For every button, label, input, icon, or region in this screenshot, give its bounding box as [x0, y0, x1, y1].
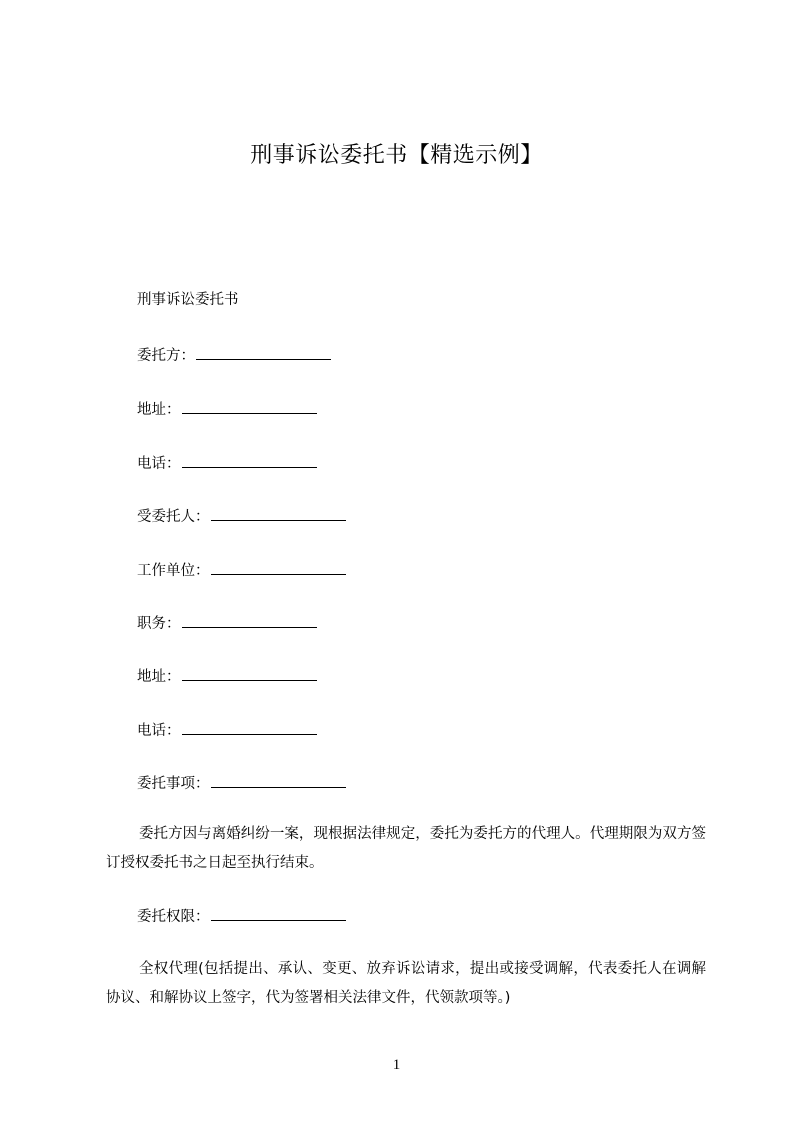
blank-line: [196, 344, 331, 360]
field-position: [137, 612, 317, 634]
page-number: 1: [392, 1057, 401, 1073]
field-label: 地址：: [137, 669, 181, 685]
field-label: 委托权限：: [137, 909, 210, 925]
field-work-unit: [137, 559, 346, 581]
field-label: 委托事项：: [137, 776, 210, 792]
field-label: 委托方：: [137, 348, 195, 364]
blank-line: [211, 559, 346, 575]
field-client-phone: [137, 452, 317, 474]
field-label: 工作单位：: [137, 563, 210, 579]
field-label: 受委托人：: [137, 509, 210, 525]
blank-line: [182, 452, 317, 468]
blank-line: [182, 612, 317, 628]
document-title: 刑事诉讼委托书【精选示例】: [250, 143, 543, 168]
field-label: 电话：: [137, 456, 181, 472]
blank-line: [211, 505, 346, 521]
blank-line: [211, 905, 346, 921]
field-label: 职务：: [137, 616, 181, 632]
blank-line: [182, 665, 317, 681]
field-client-address: [137, 398, 317, 420]
field-agent-address: [137, 665, 317, 687]
field-matter: [137, 772, 346, 794]
field-label: 电话：: [137, 723, 181, 739]
field-client: [137, 344, 331, 366]
blank-line: [182, 719, 317, 735]
field-label: 地址：: [137, 402, 181, 418]
blank-line: [211, 772, 346, 788]
blank-line: [182, 398, 317, 414]
paragraph-authority: 全权代理(包括提出、承认、变更、放弃诉讼请求，提出或接受调解，代表委托人在调解协议、和解协议上签字，代为签署相关法律文件，代领款项等。): [106, 961, 706, 1006]
field-authority: [137, 905, 346, 927]
field-agent-phone: [137, 719, 317, 741]
field-agent: [137, 505, 346, 527]
paragraph-entrustment: 委托方因与离婚纠纷一案，现根据法律规定，委托为委托方的代理人。代理期限为双方签订授权委托书之日起至执行结束。: [106, 826, 706, 871]
document-heading: 刑事诉讼委托书: [137, 292, 239, 308]
